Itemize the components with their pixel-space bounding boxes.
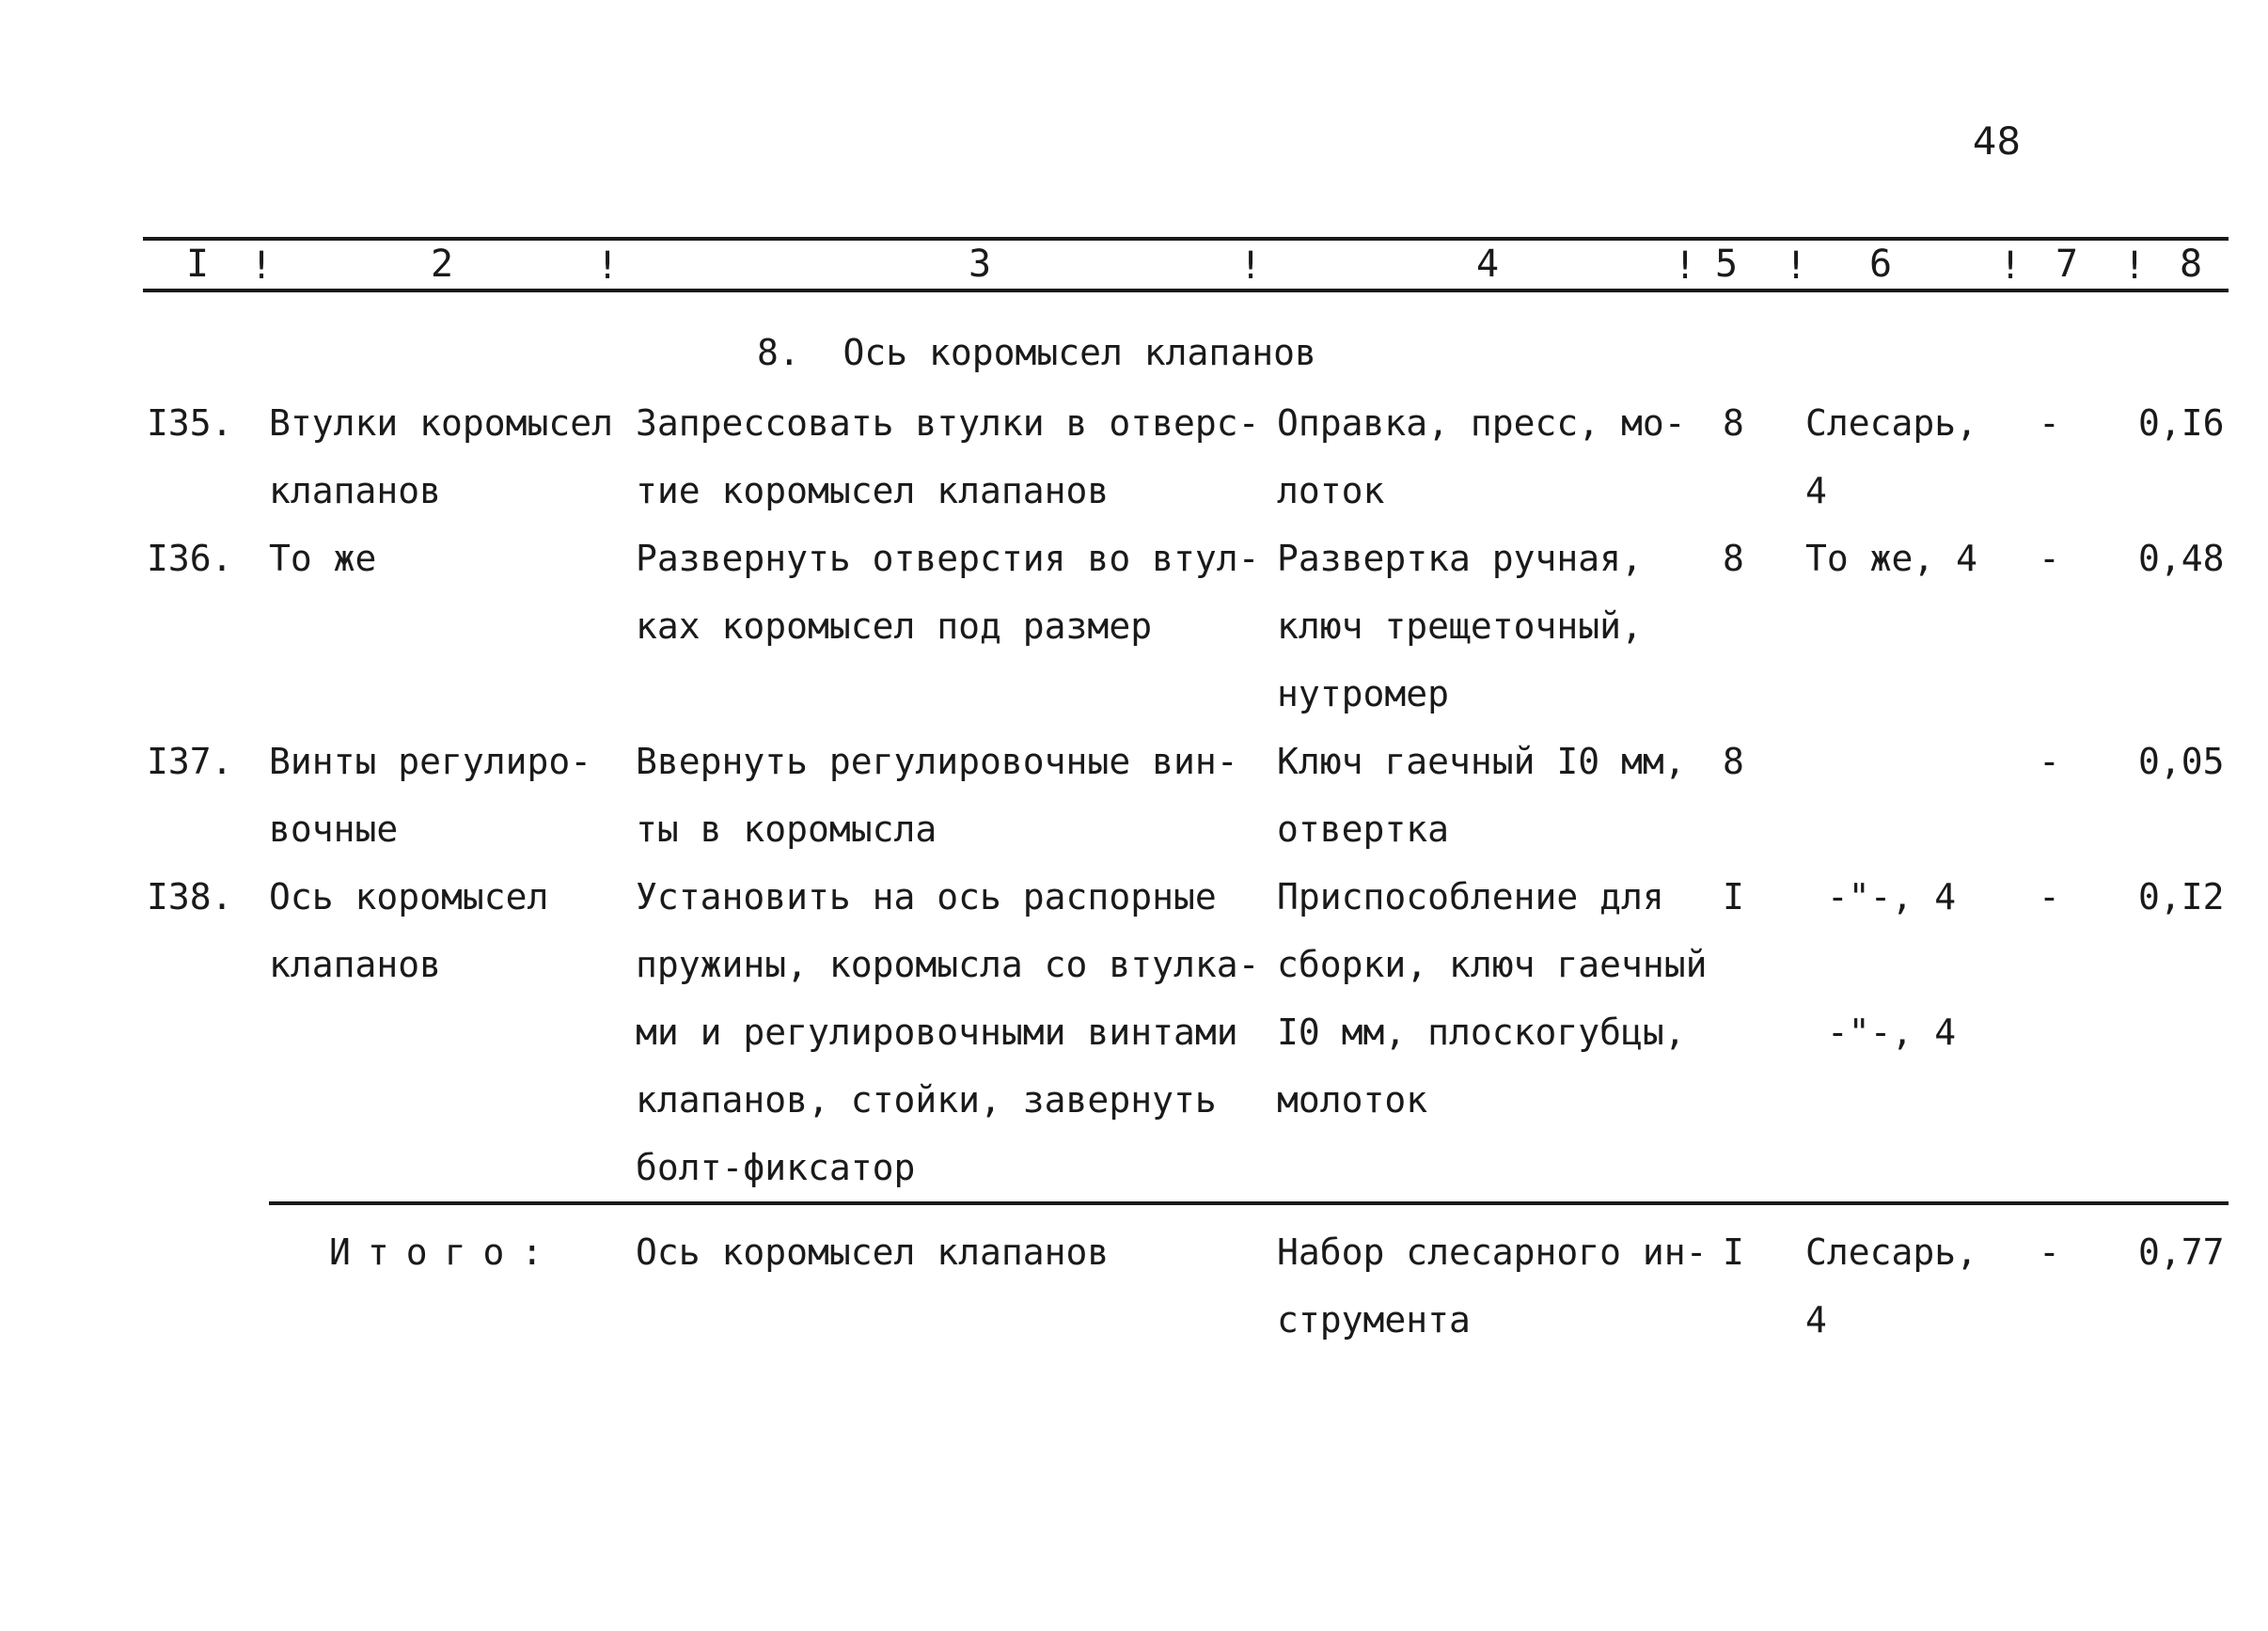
- row-operation: Ввернуть регулировочные вин- ты в коромысла: [636, 741, 1238, 850]
- total-col7: -: [2039, 1231, 2060, 1273]
- header-separator: !: [596, 244, 620, 288]
- row-col8: 0,48: [2138, 538, 2225, 579]
- total-tools: Набор слесарного ин- струмента: [1277, 1231, 1708, 1341]
- row-part: То же: [269, 538, 377, 579]
- row-tools: Оправка, пресс, мо- лоток: [1277, 402, 1686, 511]
- row-col5: 8: [1723, 538, 1744, 579]
- header-col-2: 2: [431, 243, 454, 286]
- row-tools: Приспособление для сборки, ключ гаечный I0 мм, плоскогубцы, молоток: [1277, 876, 1708, 1121]
- header-separator: !: [1999, 244, 2023, 288]
- row-col8: 0,I6: [2138, 402, 2225, 444]
- row-part: Винты регулиро- вочные: [269, 741, 592, 850]
- row-col7: -: [2039, 741, 2060, 782]
- header-col-1: I: [186, 243, 210, 286]
- row-col5: I: [1723, 876, 1744, 917]
- row-number: I36.: [147, 538, 233, 579]
- total-label: Итого:: [329, 1231, 560, 1273]
- row-col5: 8: [1723, 741, 1744, 782]
- header-col-5: 5: [1715, 243, 1739, 286]
- total-col8: 0,77: [2138, 1231, 2225, 1273]
- row-operation: Установить на ось распорные пружины, коромысла со втулка- ми и регулировочными винтами клапанов, стойки, завернуть болт-фиксатор: [636, 876, 1260, 1188]
- header-separator: !: [1239, 244, 1263, 288]
- header-col-8: 8: [2180, 243, 2203, 286]
- row-col7: -: [2039, 402, 2060, 444]
- row-col7: -: [2039, 538, 2060, 579]
- total-rule: [269, 1201, 2229, 1205]
- total-worker: Слесарь, 4: [1805, 1231, 1978, 1341]
- row-worker: -"-, 4: [1805, 1012, 1957, 1053]
- row-worker: То же, 4: [1805, 538, 1978, 579]
- page-number: 48: [1973, 120, 2021, 164]
- header-col-4: 4: [1476, 243, 1500, 286]
- section-title: 8. Ось коромысел клапанов: [757, 332, 1316, 373]
- header-separator: !: [250, 244, 274, 288]
- header-bottom-rule: [143, 289, 2229, 292]
- header-col-6: 6: [1869, 243, 1893, 286]
- row-col8: 0,I2: [2138, 876, 2225, 917]
- header-separator: !: [2123, 244, 2147, 288]
- row-operation: Запрессовать втулки в отверс- тие коромысел клапанов: [636, 402, 1260, 511]
- row-part: Ось коромысел клапанов: [269, 876, 549, 985]
- header-top-rule: [143, 237, 2229, 241]
- row-tools: Ключ гаечный I0 мм, отвертка: [1277, 741, 1686, 850]
- row-part: Втулки коромысел клапанов: [269, 402, 614, 511]
- row-number: I37.: [147, 741, 233, 782]
- header-separator: !: [1785, 244, 1808, 288]
- total-col5: I: [1723, 1231, 1744, 1273]
- row-col8: 0,05: [2138, 741, 2225, 782]
- header-col-3: 3: [969, 243, 992, 286]
- header-col-7: 7: [2055, 243, 2079, 286]
- row-col5: 8: [1723, 402, 1744, 444]
- row-worker: Слесарь, 4: [1805, 402, 1978, 511]
- row-col7: -: [2039, 876, 2060, 917]
- row-number: I38.: [147, 876, 233, 917]
- header-separator: !: [1674, 244, 1697, 288]
- row-worker: -"-, 4: [1805, 876, 1957, 917]
- row-operation: Развернуть отверстия во втул- ках коромысел под размер: [636, 538, 1260, 647]
- row-number: I35.: [147, 402, 233, 444]
- row-tools: Развертка ручная, ключ трещеточный, нутромер: [1277, 538, 1643, 714]
- total-operation: Ось коромысел клапанов: [636, 1231, 1110, 1273]
